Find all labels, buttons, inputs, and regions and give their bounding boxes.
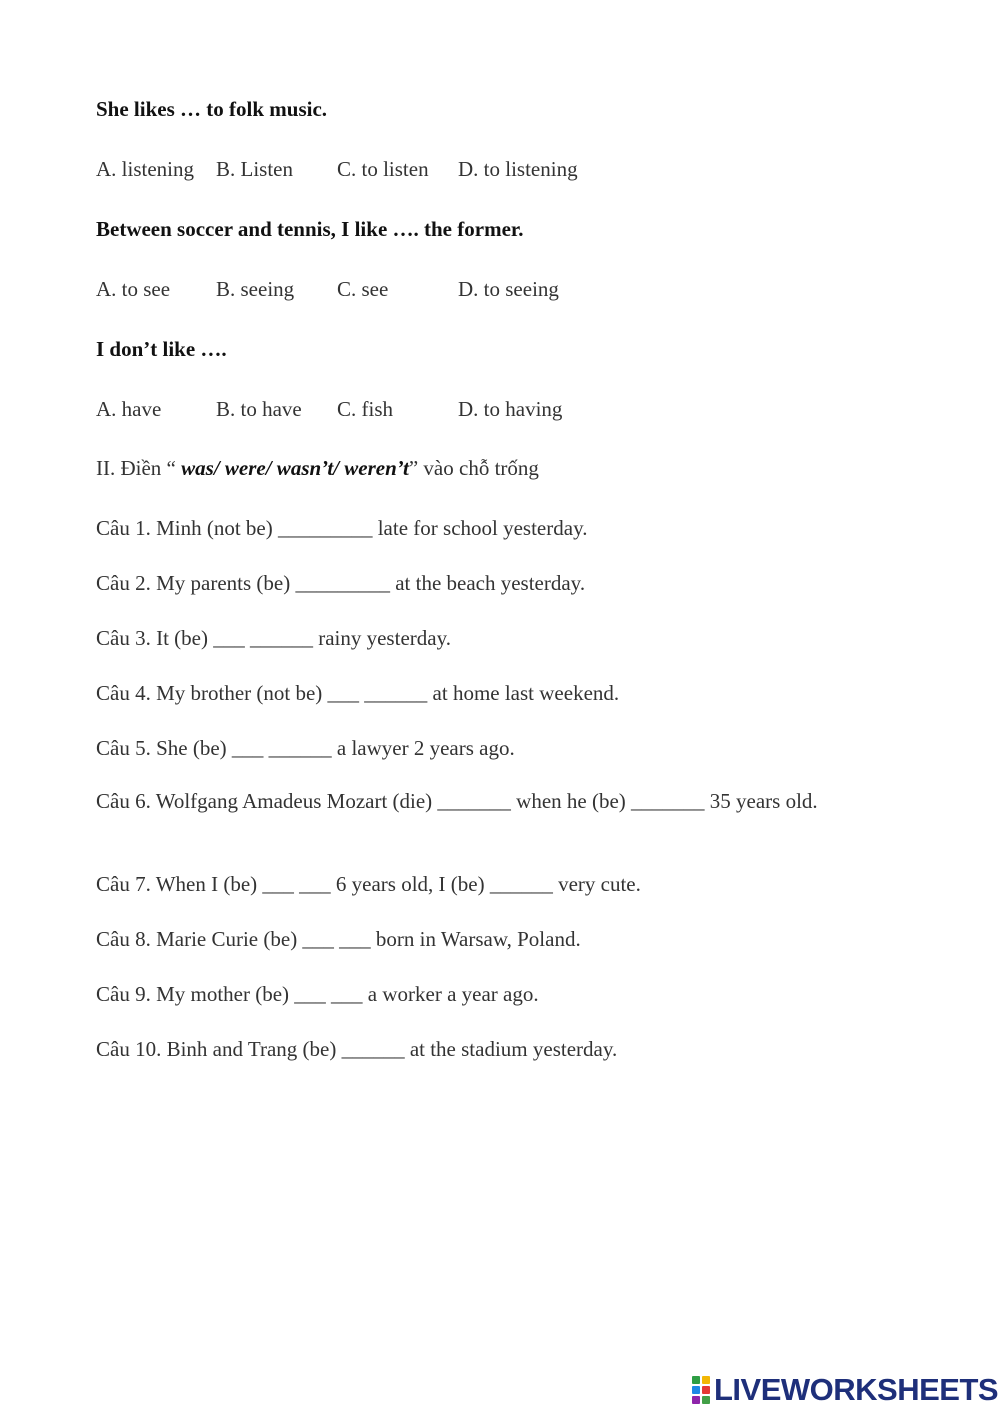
fill-item-7[interactable]: Câu 7. When I (be) ___ ___ 6 years old, I (be) ______ very cute. [96, 872, 641, 896]
option-c[interactable]: C. see [337, 277, 389, 301]
fill-item-6[interactable]: Câu 6. Wolfgang Amadeus Mozart (die) _______ when he (be) _______ 35 years old. [96, 789, 818, 813]
logo-block [692, 1396, 700, 1404]
section-2-heading [96, 455, 539, 481]
heading-words: was/ were/ wasn’t/ weren’t [181, 456, 409, 480]
option-d[interactable]: D. to listening [458, 157, 578, 181]
option-a[interactable]: A. have [96, 397, 162, 421]
option-d[interactable]: D. to having [458, 397, 563, 421]
logo-blocks-icon [692, 1376, 710, 1404]
fill-item-10[interactable]: Câu 10. Binh and Trang (be) ______ at the stadium yesterday. [96, 1037, 618, 1061]
heading-suffix: ” vào chỗ trống [408, 456, 539, 480]
liveworksheets-logo [692, 1374, 998, 1406]
fill-item-5[interactable]: Câu 5. She (be) ___ ______ a lawyer 2 years ago. [96, 736, 515, 760]
question-1-stem: She likes … to folk music. [96, 97, 328, 121]
option-d[interactable]: D. to seeing [458, 277, 559, 301]
option-b[interactable]: B. to have [216, 397, 302, 421]
logo-text: LIVEWORKSHEETS [714, 1372, 999, 1407]
fill-item-2[interactable]: Câu 2. My parents (be) _________ at the beach yesterday. [96, 571, 586, 595]
option-b[interactable]: B. Listen [216, 157, 293, 181]
fill-item-4[interactable]: Câu 4. My brother (not be) ___ ______ at home last weekend. [96, 681, 620, 705]
fill-item-9[interactable]: Câu 9. My mother (be) ___ ___ a worker a year ago. [96, 982, 539, 1006]
logo-block [692, 1376, 700, 1384]
option-c[interactable]: C. fish [337, 397, 394, 421]
logo-block [702, 1376, 710, 1384]
logo-block [692, 1386, 700, 1394]
heading-prefix: II. Điền “ [96, 456, 182, 480]
fill-item-3[interactable]: Câu 3. It (be) ___ ______ rainy yesterday. [96, 626, 451, 650]
option-c[interactable]: C. to listen [337, 157, 429, 181]
question-3-stem: I don’t like …. [96, 337, 227, 361]
fill-item-1[interactable]: Câu 1. Minh (not be) _________ late for school yesterday. [96, 516, 588, 540]
option-a[interactable]: A. listening [96, 157, 194, 181]
logo-block [702, 1396, 710, 1404]
logo-block [702, 1386, 710, 1394]
fill-item-8[interactable]: Câu 8. Marie Curie (be) ___ ___ born in Warsaw, Poland. [96, 927, 581, 951]
option-b[interactable]: B. seeing [216, 277, 295, 301]
option-a[interactable]: A. to see [96, 277, 171, 301]
question-2-stem: Between soccer and tennis, I like …. the former. [96, 217, 524, 241]
